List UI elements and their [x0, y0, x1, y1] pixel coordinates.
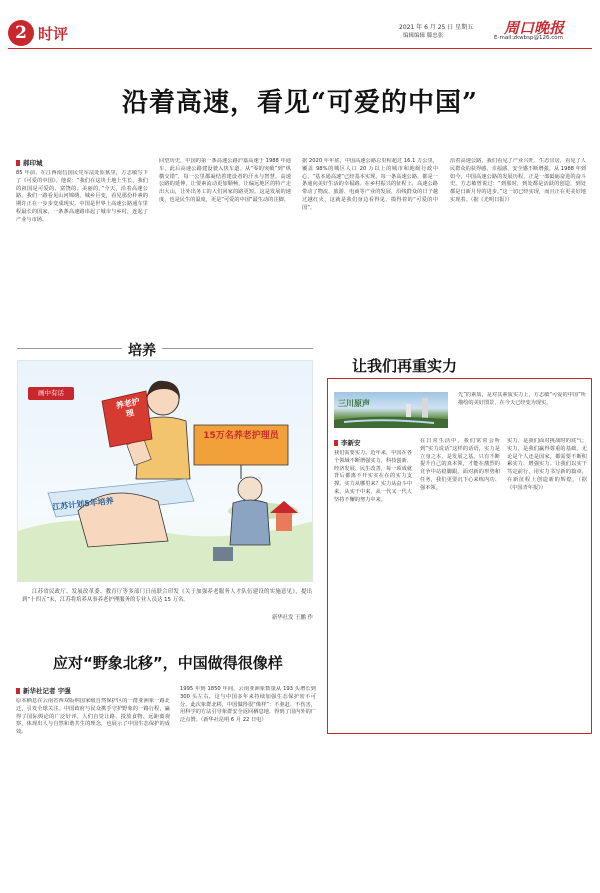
bottom-byline: 新华社记者 宇强: [16, 686, 71, 695]
main-headline: 沿着高速，看见“可爱的中国”: [122, 88, 478, 118]
cartoon-credit: 新华社发 王鹏 作: [271, 615, 313, 621]
cartoon-tag: 画中有话: [28, 387, 74, 400]
main-article-col-2: 回望历史，中国的第一条高速公路沪嘉高速于 1988 年通车，此后高速公路建设驶入快车道。从“零的突破”到“纵横交错”，每一公里都凝结着建设者的汗水与智慧。高速公路的延伸，让要素流动更加顺畅，让偏远地区的特产走出大山，让外出务工的人们回家的路更短。这是发展的速度，也是民生的温度，更是“可爱的中国”最生动的注脚。: [159, 158, 291, 203]
main-article-col-1: 85 年前，在江西南昌国民党军法处监狱里，方志敏写下了《可爱的中国》。他说：“我们在这块土地上生长，我们的祖国是可爱的、富饶的、美丽的。”今天，沿着高速公路，我们一路看见山河锦绣、城乡巨变，看见那份朴素的期许正在一步步变成现实。中国是世界上高速公路通车里程最长的国家，一条条高速路串起了城市与乡村，连起了产业与市场。: [16, 170, 148, 223]
email-line: E-mail:zkwbsp@126.com: [494, 35, 564, 41]
cartoon-board-text: 15万名养老护理员: [203, 431, 279, 441]
issue-date: 2021 年 6 月 25 日 星期五: [399, 24, 474, 31]
bottom-headline: 应对“野象北移”，中国做得很像样: [53, 654, 283, 672]
right-article-top-text: 先”的素质，是对其素质实力上，方志敏“可爱的中国”所描绘的美好图景，在今天已经变为现实。: [458, 392, 586, 406]
cartoon-illustration: [17, 360, 313, 582]
right-article-col-c: 实力，是我们面对挑战时的底气；实力，是我们赢得尊重的基础。无论是个人还是国家，都需要不断积累实力、增强实力。让我们以实干笃定前行，用实力书写新的篇章，在新征程上创造新的辉煌。（据《中国青年报》）: [507, 438, 587, 491]
cartoon-drawing: [18, 361, 313, 582]
newspaper-logo: 周口晚报: [504, 19, 565, 37]
right-article-col-b: 在日常生活中，我们常常会听到“实力说话”这样的话语，实力是立身之本，是发展之基。只有不断提升自己的真本领，才能在激烈的竞争中站稳脚跟。面对新的形势和任务，我们更要沉下心来练内功、强本领。: [420, 438, 500, 491]
right-article-photo: [334, 392, 448, 428]
main-article-col-3: 据 2020 年年底，中国高速公路总里程超过 16.1 万公里，覆盖 98%的城区人口 20 万以上的城市和地级行政中心，“基本通高速”已经基本实现。每一条高速公路，都是一条通向美好生活的幸福路。在乡村振兴的征程上，高速公路带动了物流、旅游、电商等产业的发展，沿线群众的日子越过越红火，这就是我们身边看得见、摸得着的“可爱的中国”。: [302, 158, 438, 211]
right-byline: 李新安: [334, 438, 361, 447]
page-number-badge: 2: [8, 20, 34, 46]
cartoon-caption: 江苏省民政厅、发展改革委、教育厅等多部门日前联合印发《关于加强养老服务人才队伍建设的实施意见》，提出到“十四五”末，江苏将培养从事养老护理服务的专业人员达 15 万名。: [22, 589, 312, 604]
bottom-article-col-2: 1995 年到 1850 年间，云南亚洲象数量从 193 头增长到 300 头左右，这与中国多年来持续加强生态保护密不可分。此次象群北移，中国做得很“像样”：不驱赶、不伤害，用科学的方法引导象群安全返回栖息地，得到了国内外的广泛点赞。（新华社昆明 6 月 22 日电）: [180, 686, 316, 724]
section-title: 时评: [38, 25, 69, 43]
right-article-col-a: 我们需要实力。近年来，中国在各个领域不断增强实力，科技创新、经济发展、民生改善，每一项成就背后都离不开实实在在的实力支撑。实力从哪里来？实力从奋斗中来，从实干中来，从一代又一代人坚持不懈的努力中来。: [334, 450, 412, 503]
cartoon-rule: [17, 348, 313, 349]
header-rule: [8, 48, 592, 49]
right-headline: 让我们再重实力: [352, 357, 458, 375]
cartoon-title: 培养: [122, 340, 162, 360]
main-article-col-4: 沿着高速公路，我们看见了产业兴旺、生态宜居，看见了人民群众的获得感、幸福感、安全感不断增强。从 1988 年到如今，中国高速公路的发展历程，正是一部砥砺奋进的奋斗史。方志敏曾说过：“到那时，到处都是活跃的创造，到处都是日新月异的进步。”这一切已经实现，而且正在更美好地实现着。（据《光明日报》）: [450, 158, 586, 203]
editors-line: 编辑编辑 滕忠张: [403, 33, 444, 39]
main-byline: 郝印城: [16, 158, 43, 167]
photo-label: 三川原声: [338, 399, 370, 408]
bottom-article-col-1: 原本栖息在云南省西双版纳国家级自然保护区的一群亚洲象一路北迁，引发全球关注。中国政府与民众携手守护野象的一路行程，赢得了国际舆论的广泛好评。人们自觉让路、投放食物、远距离观察，体现出人与自然和谐共生的理念，也展示了中国生态保护的成效。: [16, 698, 170, 736]
cartoon-book-label: 养老护理: [115, 396, 141, 419]
cartoon-plan-label: 江苏计划5年培养: [51, 496, 115, 512]
